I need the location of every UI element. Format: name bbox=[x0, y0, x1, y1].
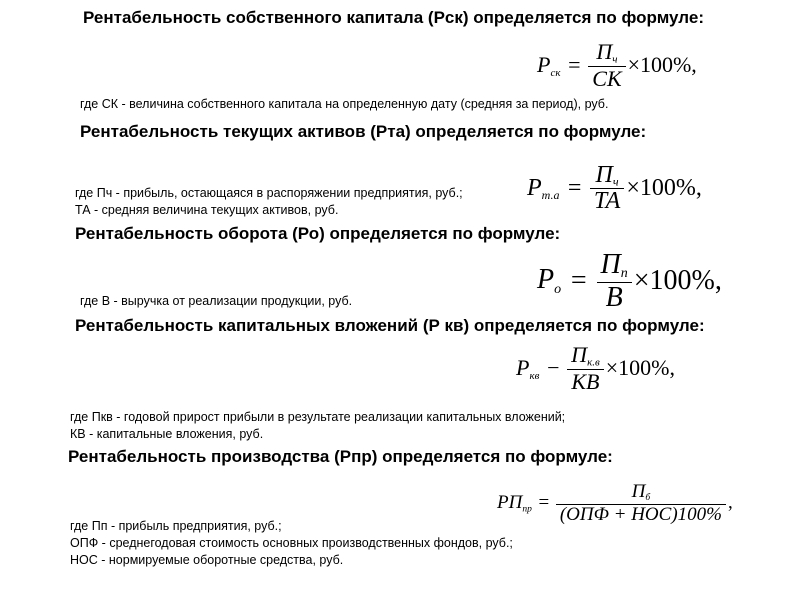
notes-return-on-capital-investment bbox=[70, 409, 565, 443]
formula-lhs: $P_{ск}$ bbox=[537, 51, 561, 79]
formula-fraction bbox=[597, 250, 632, 312]
fraction-numerator: $П_ч$ bbox=[595, 162, 619, 189]
formula-return-on-current-assets bbox=[527, 163, 702, 214]
note-line: где В - выручка от реализации продукции, руб. bbox=[80, 294, 353, 308]
formula-multiplier: , bbox=[727, 492, 733, 514]
fraction-denominator: ТА bbox=[593, 188, 621, 215]
formula-return-on-capital-investment bbox=[516, 343, 675, 393]
formula-lhs: $P_{т.а}$ bbox=[527, 174, 560, 202]
formula-operator: = bbox=[568, 51, 581, 77]
note-line: где СК - величина собственного капитала на определенную дату (средняя за период), руб. bbox=[80, 97, 609, 111]
formula-lhs: $РП_{пр}$ bbox=[497, 492, 532, 515]
formula-operator: = bbox=[570, 265, 587, 297]
formula-multiplier: ×100%, bbox=[633, 265, 722, 297]
formula-fraction bbox=[567, 343, 604, 393]
formula-operator: = bbox=[538, 492, 550, 514]
note-line: где Пкв - годовой прирост прибыли в результате реализации капитальных вложений; bbox=[70, 410, 566, 424]
formula-return-on-turnover bbox=[537, 250, 722, 312]
notes-return-on-turnover bbox=[80, 293, 352, 310]
note-line: ОПФ - среднегодовая стоимость основных производственных фондов, руб.; bbox=[70, 536, 513, 550]
note-line: НОС - нормируемые оборотные средства, руб. bbox=[70, 553, 344, 567]
formula-multiplier: ×100%, bbox=[605, 354, 675, 380]
formula-return-on-equity bbox=[537, 40, 697, 90]
notes-return-on-current-assets bbox=[75, 185, 463, 219]
formula-fraction bbox=[588, 40, 625, 90]
formula-operator: − bbox=[547, 354, 560, 380]
note-line: КВ - капитальные вложения, руб. bbox=[70, 427, 264, 441]
heading-return-on-current-assets: Рентабельность текущих активов (Рта) определяется по формуле: bbox=[80, 122, 647, 141]
formula-lhs: $P_{кв}$ bbox=[516, 354, 540, 382]
formula-lhs: $P_о$ bbox=[537, 264, 562, 298]
fraction-denominator: СК bbox=[592, 65, 622, 91]
formula-multiplier: ×100%, bbox=[627, 51, 697, 77]
fraction-denominator: В bbox=[605, 281, 623, 313]
note-line: где Пч - прибыль, остающаяся в распоряжении предприятия, руб.; bbox=[75, 186, 463, 200]
heading-return-on-equity: Рентабельность собственного капитала (Рск) определяется по формуле: bbox=[83, 8, 704, 27]
fraction-numerator: $П_п$ bbox=[600, 249, 628, 282]
note-line: где Пп - прибыль предприятия, руб.; bbox=[70, 519, 282, 533]
formula-fraction bbox=[590, 163, 625, 214]
formula-multiplier: ×100%, bbox=[626, 175, 702, 202]
notes-return-on-production bbox=[70, 518, 513, 569]
fraction-denominator: (ОПФ + НОС)100% bbox=[559, 503, 722, 525]
fraction-denominator: КВ bbox=[571, 368, 600, 394]
heading-return-on-turnover: Рентабельность оборота (Ро) определяется по формуле: bbox=[75, 224, 561, 243]
heading-return-on-capital-investment: Рентабельность капитальных вложений (Р кв) определяется по формуле: bbox=[75, 316, 705, 335]
fraction-numerator: $П_б$ bbox=[631, 481, 651, 503]
fraction-numerator: $П_ч$ bbox=[596, 39, 618, 66]
fraction-numerator: $П_{к.в}$ bbox=[571, 342, 600, 369]
note-line: ТА - средняя величина текущих активов, руб. bbox=[75, 203, 339, 217]
formula-fraction bbox=[556, 482, 726, 525]
notes-return-on-equity bbox=[80, 96, 608, 113]
formula-return-on-production bbox=[497, 482, 733, 525]
formula-operator: = bbox=[567, 175, 582, 202]
heading-return-on-production: Рентабельность производства (Рпр) определяется по формуле: bbox=[68, 447, 613, 466]
